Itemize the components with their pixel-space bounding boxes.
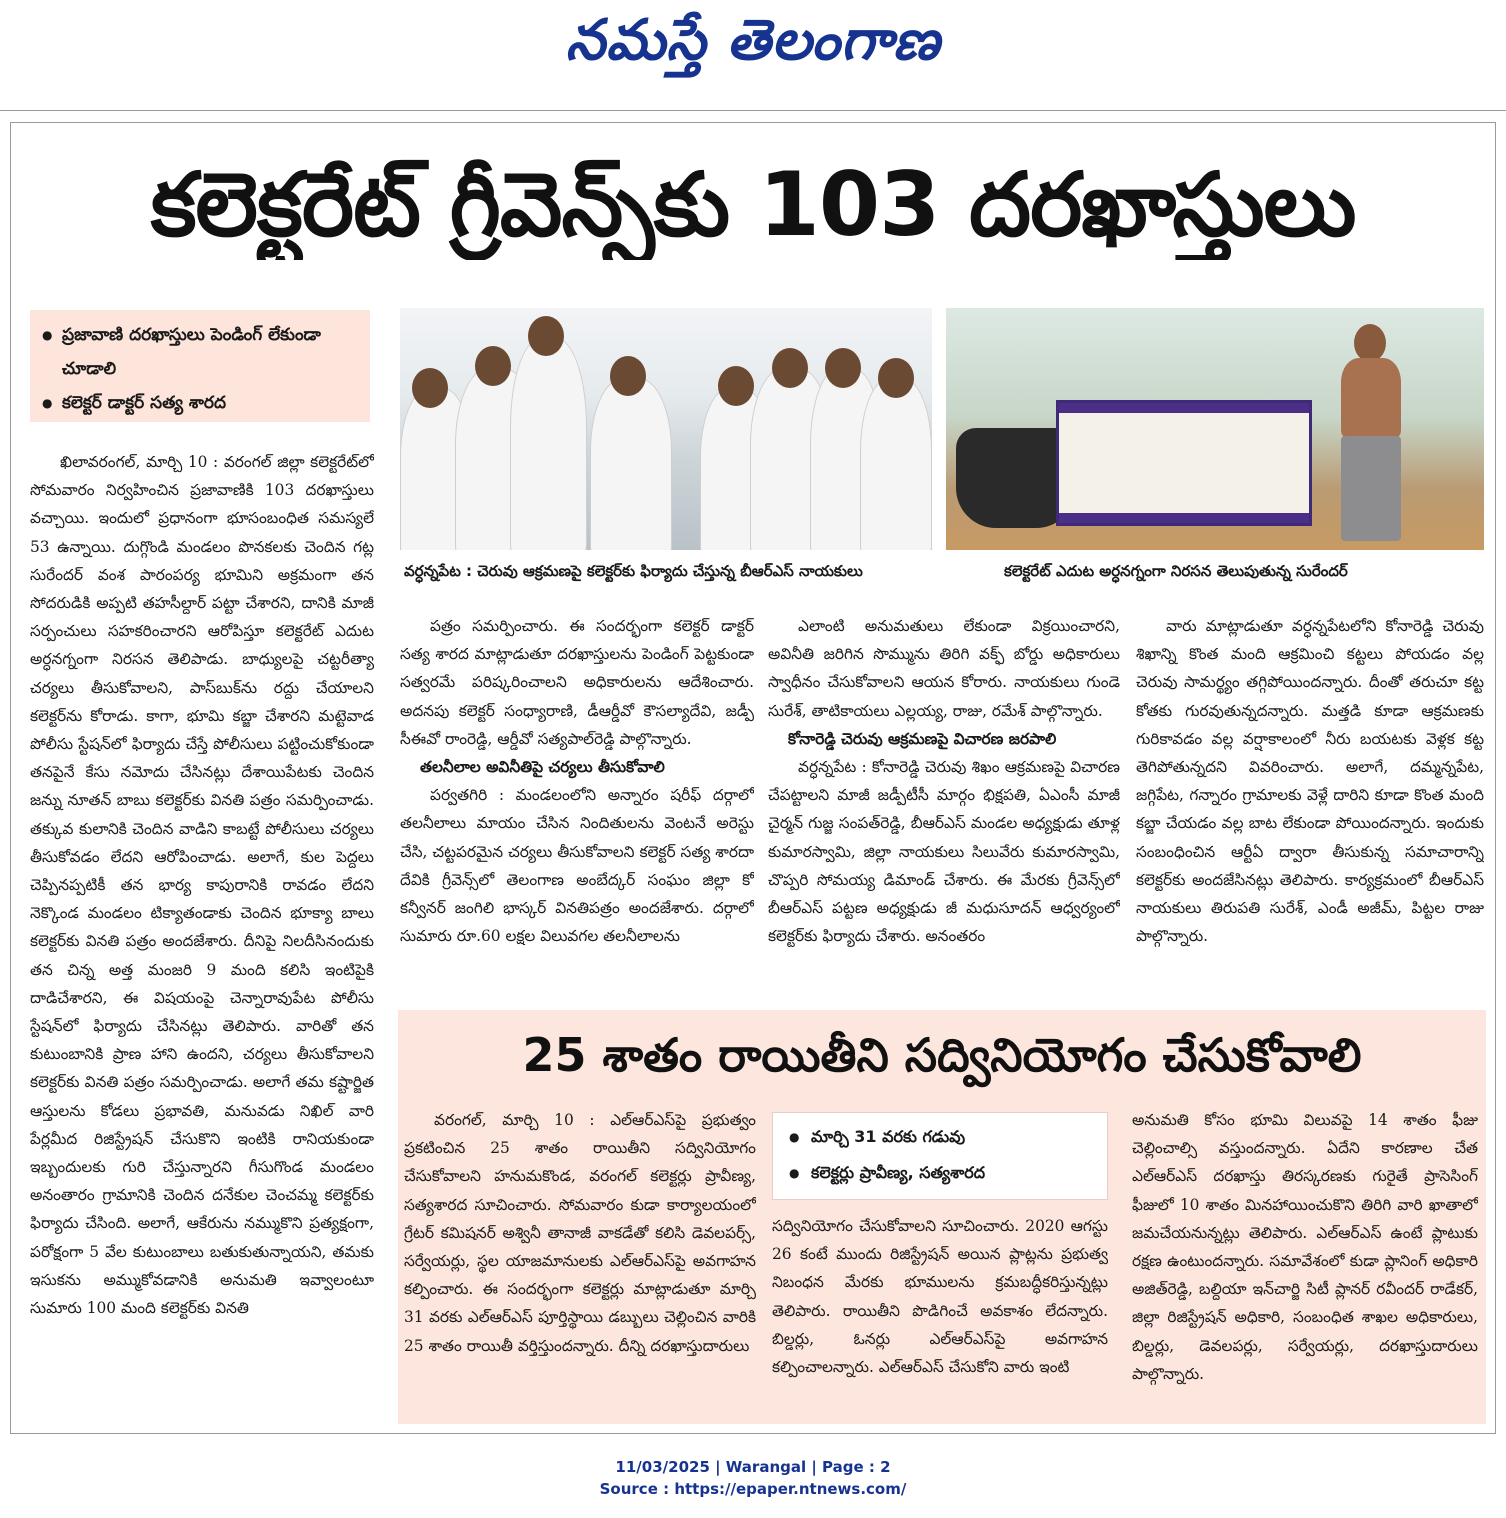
- lower-column-2: [772, 1212, 1108, 1422]
- masthead: [0, 0, 1506, 111]
- photo-brs-leaders: [400, 308, 932, 550]
- article-paragraph: వర్ధన్నపేట : కోనారెడ్డి చెరువు శిఖం ఆక్రమణపై విచారణ చేపట్టాలని మాజీ జడ్పీటీసీ మార్గం భిక్షపతి, ఏఎంసీ మాజీ చైర్మన్ గుజ్జ సంపత్‌రెడ్డి, బీఆర్‌ఎస్ మండల అధ్యక్షుడు తూళ్ల కుమారస్వామి, జిల్లా నాయకులు సిలువేరు కుమారస్వామి, చొప్పరి సోమయ్య డిమాండ్ చేశారు. ఈ మేరకు గ్రీవెన్స్‌లో బీఆర్‌ఎస్ పట్టణ అధ్యక్షుడు జీ మధుసూదన్ ఆధ్వర్యంలో కలెక్టర్‌కు ఫిర్యాదు చేశారు. అనంతరం: [768, 758, 1120, 946]
- main-headline: కలెక్టరేట్ గ్రీవెన్స్‌కు 103 దరఖాస్తులు: [150, 153, 1356, 256]
- article-column-2: [400, 612, 754, 998]
- article-paragraph: ఎలాంటి అనుమతులు లేకుండా విక్రయించారని, అవినీతి జరిగిన సొమ్మును తిరిగి వక్ఫ్ బోర్డు అధికారులు స్వాధీనం చేసుకోవాలని ఆయన కోరారు. నాయకులు గుండె సురేశ్, తాటికాయలు ఎల్లయ్య, రాజు, రమేశ్ పాల్గొన్నారు.: [768, 617, 1120, 720]
- highlight-item: ● ప్రజావాణి దరఖాస్తులు పెండింగ్ లేకుండా చూడాలి: [40, 318, 360, 386]
- footer-date-line: 11/03/2025 | Warangal | Page : 2: [615, 1458, 891, 1476]
- article-paragraph: అనుమతి కోసం భూమి విలువపై 14 శాతం ఫీజు చెల్లించాల్సి వస్తుందన్నారు. ఏదేని కారణాల చేత ఎల్‌ఆర్‌ఎస్ దరఖాస్తు తిరస్కరణకు గురైతే ప్రాసెసింగ్ ఫీజులో 10 శాతం మినహాయించుకొని తిరిగి వారి ఖాతాలో జమచేయనున్నట్లు తెలిపారు. ఎల్‌ఆర్‌ఎస్ ఉంటే ప్లాటుకు రక్షణ ఉంటుందన్నారు. సమావేశంలో కుడా ప్లానింగ్ అధికారి అజిత్‌రెడ్డి, బల్దియా ఇన్‌చార్జి సిటీ ప్లానర్ రవీందర్ రాడేకర్, జిల్లా రిజిస్ట్రేషన్ అధికారి, సంబంధిత శాఖల అధికారులు, బిల్డర్లు, డెవలపర్లు, సర్వేయర్లు, దరఖాస్తుదారులు పాల్గొన్నారు.: [1132, 1111, 1478, 1383]
- article-paragraph: సద్వినియోగం చేసుకోవాలని సూచించారు. 2020 ఆగస్టు 26 కంటే ముందు రిజిస్ట్రేషన్ అయిన ప్లాట్లను ప్రభుత్వ నిబంధన మేరకు భూములను క్రమబద్ధీకరిస్తున్నట్లు తెలిపారు. రాయితీని పొడిగించే అవకాశం లేదన్నారు. బిల్డర్లు, ఓనర్లు ఎల్‌ఆర్‌ఎస్‌పై అవగాహన కల్పించాలన్నారు. ఎల్‌ఆర్‌ఎస్ చేసుకోని వారు ఇంటి: [772, 1217, 1108, 1377]
- lower-headline: 25 శాతం రాయితీని సద్వినియోగం చేసుకోవాలి: [522, 1028, 1362, 1082]
- photo-protest: [946, 308, 1484, 550]
- section-subheading: కోనారెడ్డి చెరువు ఆక్రమణపై విచారణ జరపాలి: [788, 729, 1057, 748]
- photo-caption-right: కలెక్టరేట్ ఎదుట అర్ధనగ్నంగా నిరసన తెలుపుతున్న సురేందర్: [1004, 562, 1348, 580]
- highlight-item: ● కలెక్టర్ డాక్టర్ సత్య శారద: [40, 386, 360, 420]
- article-column-4: [1136, 612, 1484, 998]
- newspaper-logo: నమస్తే తెలంగాణ: [565, 8, 941, 73]
- highlight-box: [30, 310, 370, 422]
- highlight-item: ● మార్చి 31 వరకు గడువు: [785, 1119, 1095, 1155]
- article-paragraph: పత్రం సమర్పించారు. ఈ సందర్భంగా కలెక్టర్ డాక్టర్ సత్య శారద మాట్లాడుతూ దరఖాస్తులను పెండింగ్ పెట్టకుండా సత్వరమే పరిష్కరించాలని అధికారులను ఆదేశించారు. అదనపు కలెక్టర్ సంధ్యారాణి, డీఆర్డీవో కౌసల్యాదేవి, జడ్పీ సీఈవో రాంరెడ్డి, ఆర్డీవో సత్యపాల్‌రెడ్డి పాల్గొన్నారు.: [400, 617, 754, 748]
- lower-column-1: [404, 1106, 756, 1422]
- section-subheading: తలనీలాల అవినీతిపై చర్యలు తీసుకోవాలి: [420, 758, 665, 777]
- lower-column-3: [1132, 1106, 1478, 1422]
- article-paragraph: వారు మాట్లాడుతూ వర్ధన్నపేటలోని కోనారెడ్డి చెరువు శిఖాన్ని కొంత మంది ఆక్రమించి కట్టలు పోయడం వల్ల చెరువు సామర్థ్యం తగ్గిపోయిందన్నారు. దీంతో తరుచూ కట్ట కోతకు గురవుతున్నదన్నారు. మత్తడి కూడా ఆక్రమణకు గురికావడం వల్ల వర్షాకాలంలో నీరు బయటకు వెళ్లక కట్ట తెగిపోతున్నదని వివరించారు. అలాగే, దమ్మన్నపేట, జగ్గిపేట, గన్నారం గ్రామాలకు వెళ్లే దారిని కూడా కొంత మంది కబ్జా చేయడం వల్ల బాట లేకుండా పోయిందన్నారు. ఇందుకు సంబంధించిన ఆర్టీఏ ద్వారా తీసుకున్న సమాచారాన్ని కలెక్టర్‌కు అందజేసినట్లు తెలిపారు. కార్యక్రమంలో బీఆర్‌ఎస్ నాయకులు తిరుపతి సురేశ్, ఎండీ అజీమ్, పిట్టల రాజు పాల్గొన్నారు.: [1136, 617, 1484, 946]
- footer-source-line: Source : https://epaper.ntnews.com/: [599, 1480, 907, 1498]
- lower-highlight-box: [772, 1112, 1108, 1200]
- highlight-item: ● కలెక్టర్లు ప్రావీణ్య, సత్యశారద: [785, 1155, 1095, 1191]
- article-column-1: [30, 448, 374, 1424]
- article-paragraph: వరంగల్, మార్చి 10 : ఎల్‌ఆర్‌ఎస్‌పై ప్రభుత్వం ప్రకటించిన 25 శాతం రాయితీని సద్వినియోగం చేసుకోవాలని హనుమకొండ, వరంగల్ కలెక్టర్లు ప్రావీణ్య, సత్యశారద సూచించారు. సోమవారం కుడా కార్యాలయంలో గ్రేటర్ కమిషనర్ అశ్వినీ తానాజీ వాకడేతో కలిసి డెవలపర్స్, సర్వేయర్లు, స్థల యాజమానులకు ఎల్‌ఆర్‌ఎస్‌పై అవగాహన కల్పించారు. ఈ సందర్భంగా కలెక్టర్లు మాట్లాడుతూ మార్చి 31 వరకు ఎల్‌ఆర్‌ఎస్ పూర్తిస్థాయి డబ్బులు చెల్లించిన వారికి 25 శాతం రాయితీ వర్తిస్తుందన్నారు. దీన్ని దరఖాస్తుదారులు: [404, 1111, 756, 1355]
- article-column-3: [768, 612, 1120, 998]
- article-paragraph: ఖిలావరంగల్, మార్చి 10 : వరంగల్ జిల్లా కలెక్టరేట్‌లో సోమవారం నిర్వహించిన ప్రజావాణికి 103 దరఖాస్తులు వచ్చాయి. ఇందులో ప్రధానంగా భూసంబంధిత సమస్యలే 53 ఉన్నాయి. దుగ్గొండి మండలం పొనకలకు చెందిన గట్ల సురేందర్ వంశ పారంపర్య భూమిని అక్రమంగా తన సోదరుడికి అప్పటి తహసీల్దార్ పట్టా చేశారని, దానికి మాజీ సర్పంచులు సహకరించారని ఆరోపిస్తూ కలెక్టరేట్ ఎదుట అర్ధనగ్నంగా నిరసన తెలిపాడు. బాధ్యులపై చట్టరీత్యా చర్యలు తీసుకోవాలని, పాస్‌బుక్‌ను రద్దు చేయాలని కలెక్టర్‌ను కోరాడు. కాగా, భూమి కబ్జా చేశారని మట్టెవాడ పోలీసు స్టేషన్‌లో ఫిర్యాదు చేస్తే పోలీసులు పట్టించుకోకుండా తనపైనే కేసు నమోదు చేసినట్లు దేశాయిపేటకు చెందిన జన్ను నూతన్ బాబు కలెక్టర్‌కు వినతి పత్రం సమర్పించాడు. తక్కువ కులానికి చెందిన వాడిని కాబట్టే పోలీసులు చర్యలు తీసుకోవడం లేదని ఆరోపించాడు. అలాగే, కుల పెద్దలు చెప్పినప్పటికీ తన భార్య కాపురానికి రావడం లేదని నెక్కొండ మండలం టిక్యాతండాకు చెందిన భూక్యా బాలు కలెక్టర్‌కు వినతి పత్రం అందజేశారు. దీనిపై నిలదీసినందుకు తన చిన్న అత్త మంజరి 9 మంది కలిసి ఇంటిపైకి దాడిచేశారని, ఈ విషయంపై చెన్నారావుపేట పోలీసు స్టేషన్‌లో ఫిర్యాదు చేసినట్లు తెలిపారు. వారితో తన కుటుంబానికి ప్రాణ హాని ఉందని, చర్యలు తీసుకోవాలని కలెక్టర్‌కు వినతి పత్రం సమర్పించాడు. అలాగే తమ కష్టార్జిత ఆస్తులను కోడలు ప్రభావతి, మనువడు నిఖిల్ వారి పేర్లమీద రిజిస్ట్రేషన్ చేసుకొని ఇంటికి రానియకుండా ఇబ్బందులకు గురి చేస్తున్నారని గీసుగొండ మండలం అనంతారం గ్రామానికి చెందిన దనేకుల చెంచమ్మ కలెక్టర్‌కు ఫిర్యాదు చేసింది. అలాగే, ఆకేరును నమ్ముకొని ప్రత్యక్షంగా, పరోక్షంగా 5 వేల కుటుంబాలు బతుకుతున్నాయని, తమకు ఇసుకను అమ్ముకోవడానికి అనుమతి ఇవ్వాలంటూ సుమారు 100 మంది కలెక్టర్‌కు వినతి: [30, 453, 374, 1318]
- article-paragraph: పర్వతగిరి : మండలంలోని అన్నారం షరీఫ్ దర్గాలో తలనీలాలు మాయం చేసిన నిందితులను వెంటనే అరెస్టు చేసి, చట్టపరమైన చర్యలు తీసుకోవాలని కలెక్టర్ సత్య శారదా దేవికి గ్రీవెన్స్‌లో తెలంగాణ అంబేద్కర్ సంఘం జిల్లా కో కన్వీనర్ జంగిలి భాస్కర్ వినతిపత్రం అందజేశారు. దర్గాలో సుమారు రూ.60 లక్షల విలువగల తలనీలాలను: [400, 786, 754, 946]
- page-footer: [0, 1456, 1506, 1500]
- photo-caption-left: వర్ధన్నపేట : చెరువు ఆక్రమణపై కలెక్టర్‌కు ఫిర్యాదు చేస్తున్న బీఆర్‌ఎస్ నాయకులు: [404, 562, 863, 580]
